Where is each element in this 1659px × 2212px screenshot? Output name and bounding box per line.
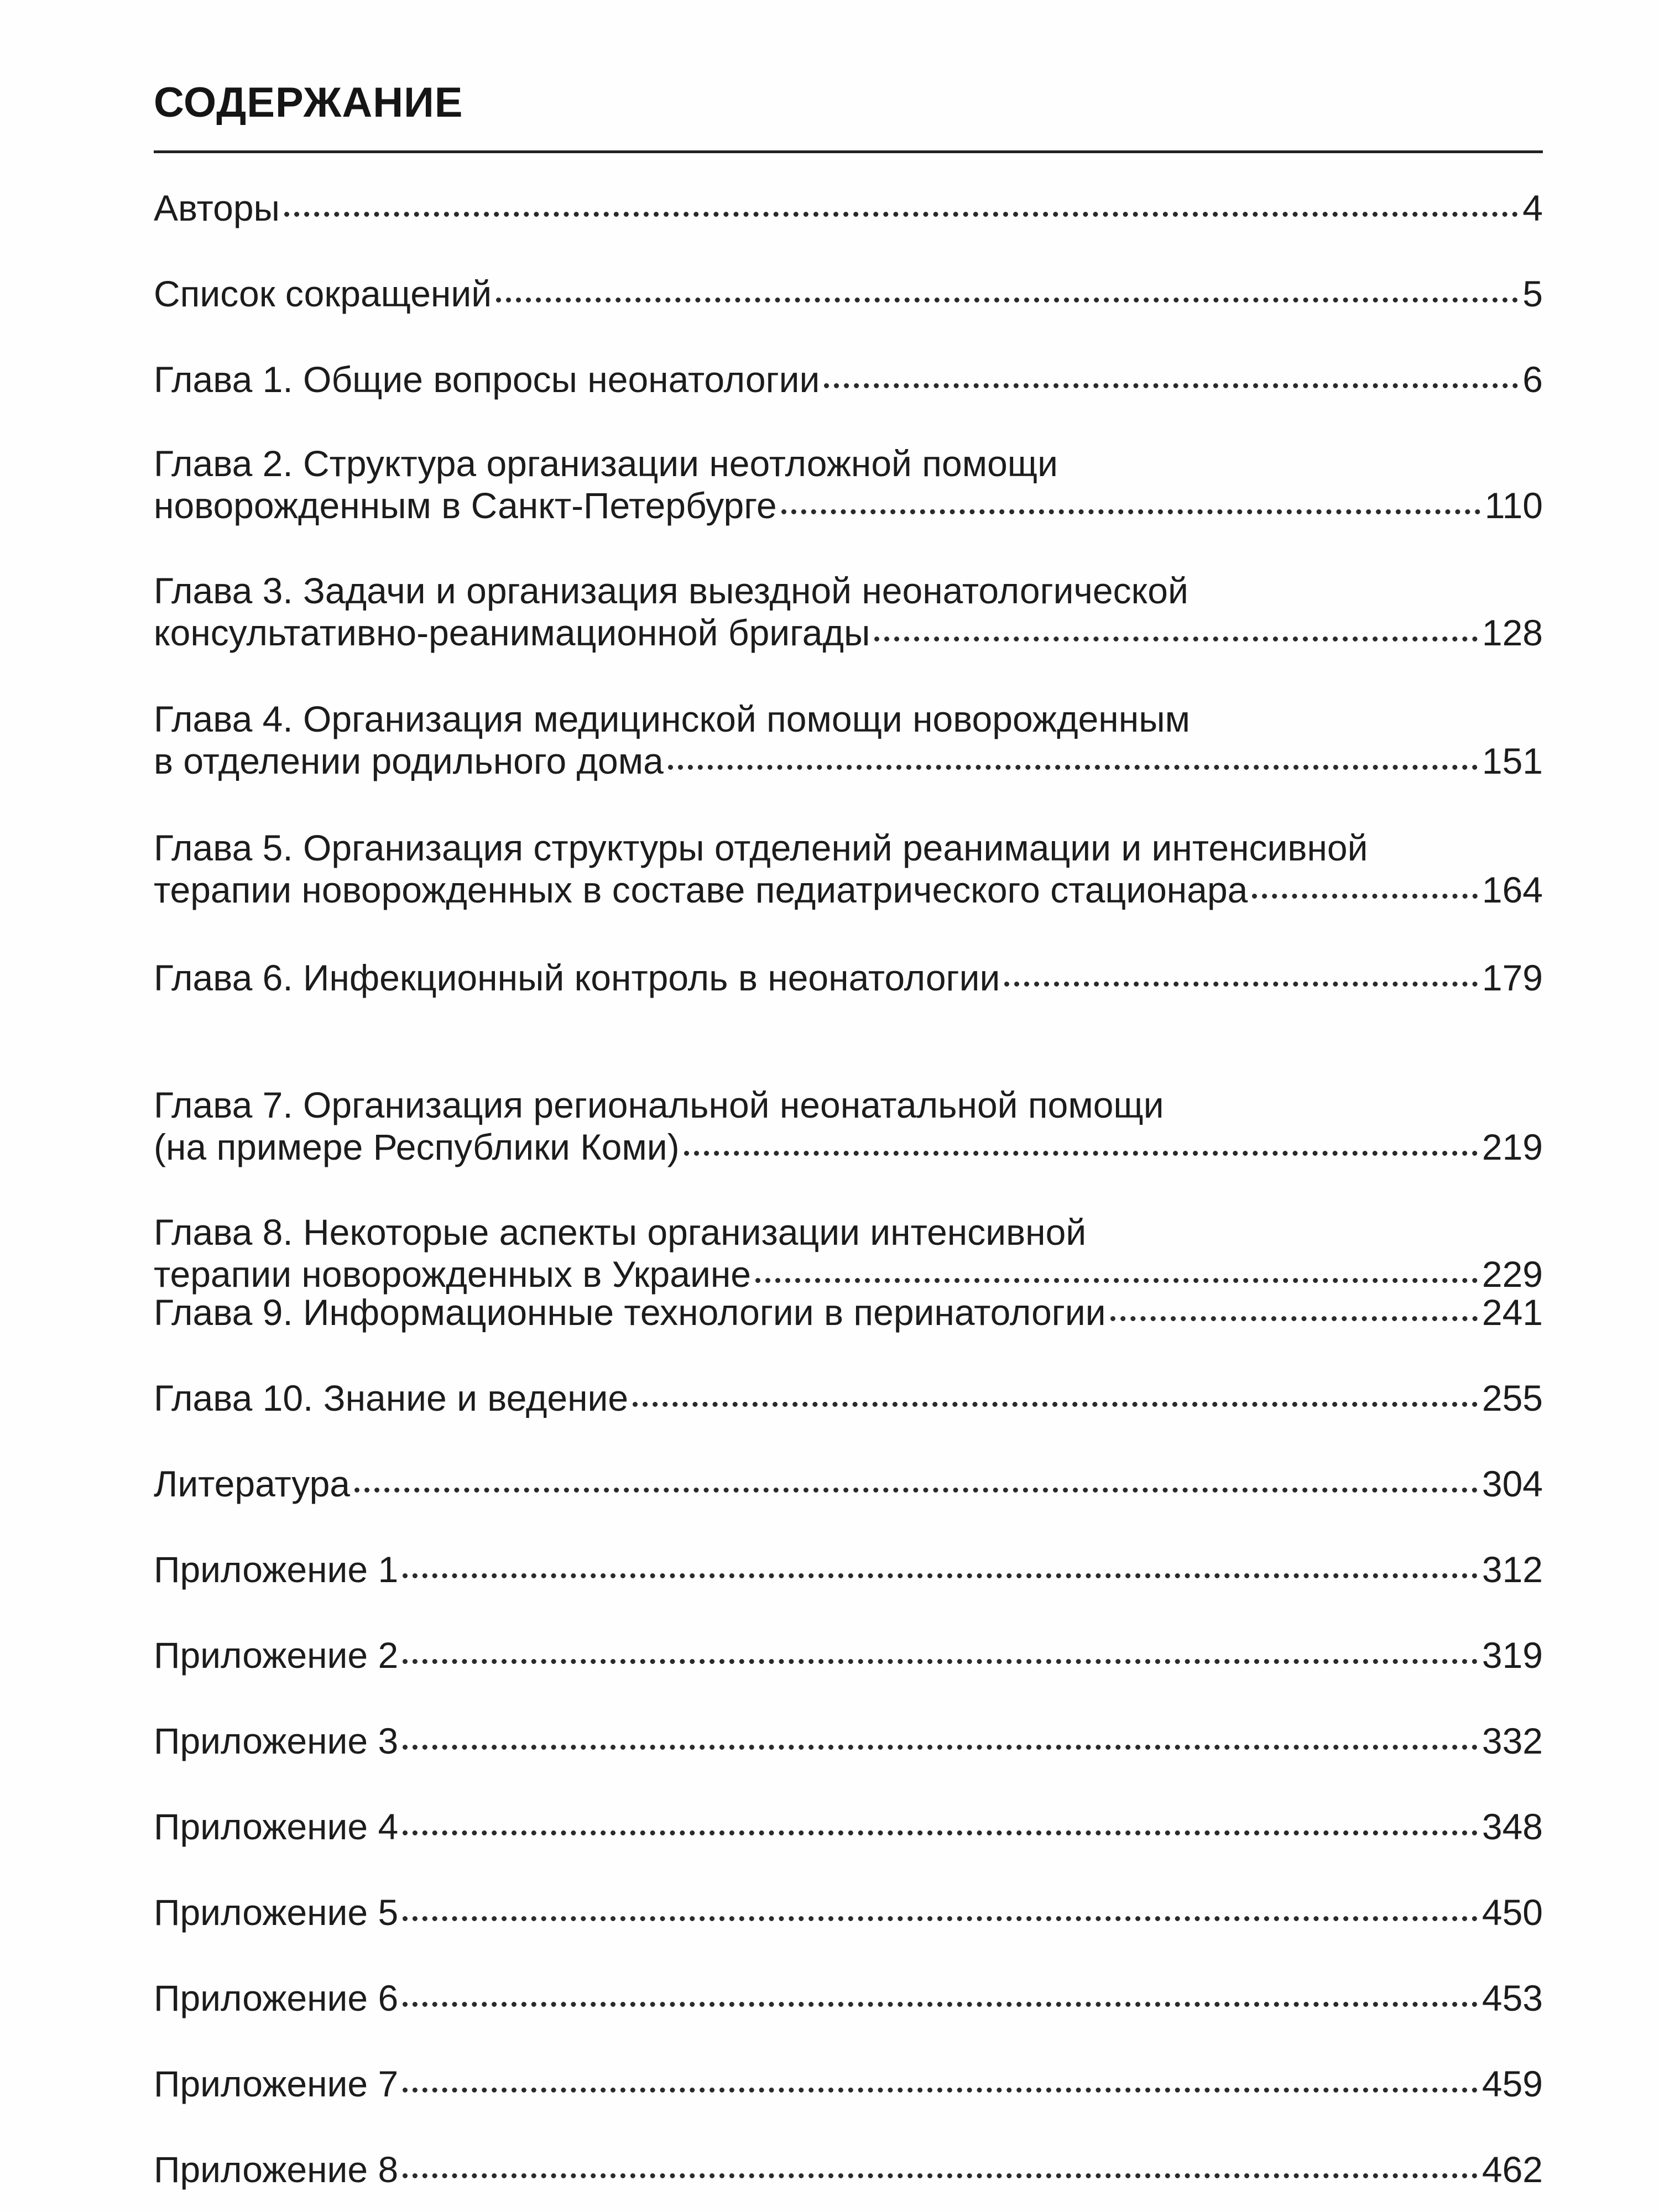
- toc-page-number: 453: [1481, 1978, 1543, 2018]
- toc-page-number: 319: [1481, 1635, 1543, 1676]
- toc-entry-row: [154, 1126, 1543, 1168]
- toc-entry-row: [154, 1291, 1543, 1333]
- toc-entry-row: [154, 2063, 1543, 2105]
- toc-entry-row: [154, 869, 1543, 911]
- toc-entry-title: в отделении родильного дома: [154, 740, 664, 781]
- toc-page-number: 450: [1481, 1892, 1543, 1933]
- toc-entry-row: [154, 1463, 1543, 1505]
- toc-entry: [154, 273, 1543, 315]
- toc-page-number: 110: [1484, 485, 1543, 526]
- toc-entry-title: Приложение 2: [154, 1635, 399, 1676]
- toc-entry: [154, 1291, 1543, 1333]
- toc-entry-title: Глава 6. Инфекционный контроль в неонатологии: [154, 957, 1000, 998]
- toc-entry: [154, 442, 1543, 526]
- toc-page-number: 179: [1481, 957, 1543, 998]
- toc-page-number: 4: [1522, 187, 1543, 228]
- toc-entry: [154, 1377, 1543, 1419]
- dot-leader: [1252, 894, 1478, 899]
- dot-leader: [403, 2002, 1478, 2007]
- dot-leader: [403, 1745, 1478, 1750]
- toc-entry-title-line: Глава 2. Структура организации неотложной помощи: [154, 443, 1058, 484]
- toc-page-number: 229: [1481, 1254, 1543, 1295]
- toc-entry: [154, 698, 1543, 782]
- toc-entry-title: терапии новорожденных в Украине: [154, 1254, 751, 1295]
- toc-entry-title: Приложение 3: [154, 1720, 399, 1761]
- toc-entry-row: [154, 1377, 1543, 1419]
- dot-leader: [824, 383, 1518, 388]
- dot-leader: [684, 1151, 1478, 1156]
- toc-entry-title: новорожденным в Санкт-Петербурге: [154, 485, 777, 526]
- toc-entry-title: (на примере Республики Коми): [154, 1126, 680, 1167]
- toc-entry-row: [154, 187, 1543, 229]
- toc-entry-title: Глава 9. Информационные технологии в перинатологии: [154, 1292, 1106, 1333]
- toc-page-number: 348: [1481, 1806, 1543, 1847]
- toc-entry-row: [154, 2148, 1543, 2190]
- dot-leader: [354, 1488, 1478, 1493]
- toc-entry-title: Глава 1. Общие вопросы неонатологии: [154, 359, 820, 400]
- toc-entry-title: Приложение 1: [154, 1549, 399, 1590]
- toc-entry-row: [154, 273, 1543, 315]
- toc-page-number: 462: [1481, 2149, 1543, 2190]
- toc-page-number: 219: [1481, 1126, 1543, 1167]
- toc-entry-title: Литература: [154, 1463, 350, 1504]
- toc-entry-row: [154, 612, 1543, 654]
- toc-entry: [154, 1977, 1543, 2019]
- dot-leader: [403, 1659, 1478, 1664]
- toc-entry-title-line: Глава 3. Задачи и организация выездной неонатологической: [154, 570, 1188, 611]
- toc-entry: [154, 187, 1543, 229]
- toc-entry: [154, 1463, 1543, 1505]
- dot-leader: [1004, 982, 1478, 987]
- toc-entry: [154, 1806, 1543, 1848]
- toc-entry-title: консультативно-реанимационной бригады: [154, 612, 870, 653]
- toc-entry: [154, 827, 1543, 911]
- dot-leader: [403, 2088, 1478, 2093]
- toc-entry-row: [154, 1634, 1543, 1676]
- toc-entry-row: [154, 957, 1543, 999]
- toc-entry-title-line: Глава 8. Некоторые аспекты организации интенсивной: [154, 1212, 1087, 1253]
- toc-entry-row: [154, 1806, 1543, 1848]
- toc-entry-title-line: Глава 5. Организация структуры отделений реанимации и интенсивной: [154, 827, 1368, 868]
- toc-entry-title-line: Глава 7. Организация региональной неонатальной помощи: [154, 1084, 1164, 1125]
- toc-entry-row: [154, 740, 1543, 782]
- toc-page-number: 6: [1522, 359, 1543, 400]
- dot-leader: [633, 1402, 1478, 1407]
- dot-leader: [284, 212, 1518, 217]
- toc-entry-title: Приложение 8: [154, 2149, 399, 2190]
- dot-leader: [781, 509, 1480, 514]
- toc-entry: [154, 2063, 1543, 2105]
- toc-entry: [154, 957, 1543, 999]
- toc-entry: [154, 1211, 1543, 1295]
- toc-entry-title: Приложение 5: [154, 1892, 399, 1933]
- toc-entry: [154, 1084, 1543, 1168]
- toc-page-number: 304: [1481, 1463, 1543, 1504]
- toc-entry: [154, 1634, 1543, 1676]
- dot-leader: [403, 1916, 1478, 1921]
- page-title: СОДЕРЖАНИЕ: [154, 79, 463, 126]
- toc-page-number: 332: [1481, 1720, 1543, 1761]
- dot-leader: [874, 637, 1477, 641]
- toc-page-number: 241: [1481, 1292, 1543, 1333]
- toc-entry-row: [154, 1720, 1543, 1762]
- dot-leader: [1110, 1316, 1478, 1321]
- dot-leader: [403, 1573, 1478, 1578]
- dot-leader: [496, 298, 1518, 302]
- toc-entry-row: [154, 1548, 1543, 1590]
- dot-leader: [668, 765, 1478, 770]
- toc-entry: [154, 1548, 1543, 1590]
- toc-entry-title: Глава 10. Знание и ведение: [154, 1378, 629, 1418]
- toc-entry: [154, 2148, 1543, 2190]
- toc-entry-title: Авторы: [154, 187, 280, 228]
- toc-entry: [154, 570, 1543, 654]
- toc-entry: [154, 358, 1543, 400]
- toc-entry-title: Приложение 6: [154, 1978, 399, 2018]
- toc-entry: [154, 1891, 1543, 1933]
- toc-page-number: 312: [1481, 1549, 1543, 1590]
- toc-entry-row: [154, 484, 1543, 526]
- toc-page-number: 128: [1481, 612, 1543, 653]
- toc-entry-row: [154, 1253, 1543, 1295]
- toc-entry-title: Приложение 7: [154, 2063, 399, 2104]
- toc-page-number: 459: [1481, 2063, 1543, 2104]
- toc-page-number: 151: [1481, 740, 1543, 781]
- toc-entry-title: Приложение 4: [154, 1806, 399, 1847]
- toc-entry-row: [154, 1891, 1543, 1933]
- toc-page-number: 5: [1522, 273, 1543, 314]
- toc-entry-row: [154, 1977, 1543, 2019]
- toc-page-number: 255: [1481, 1378, 1543, 1418]
- toc-entry-title: Список сокращений: [154, 273, 492, 314]
- dot-leader: [403, 1830, 1478, 1835]
- toc-entry-title-line: Глава 4. Организация медицинской помощи новорожденным: [154, 698, 1191, 739]
- table-of-contents: [154, 0, 1543, 2212]
- toc-entry-title: терапии новорожденных в составе педиатрического стационара: [154, 869, 1248, 910]
- dot-leader: [755, 1278, 1478, 1283]
- dot-leader: [403, 2173, 1478, 2178]
- toc-entry-row: [154, 358, 1543, 400]
- toc-page-number: 164: [1481, 869, 1543, 910]
- toc-entry: [154, 1720, 1543, 1762]
